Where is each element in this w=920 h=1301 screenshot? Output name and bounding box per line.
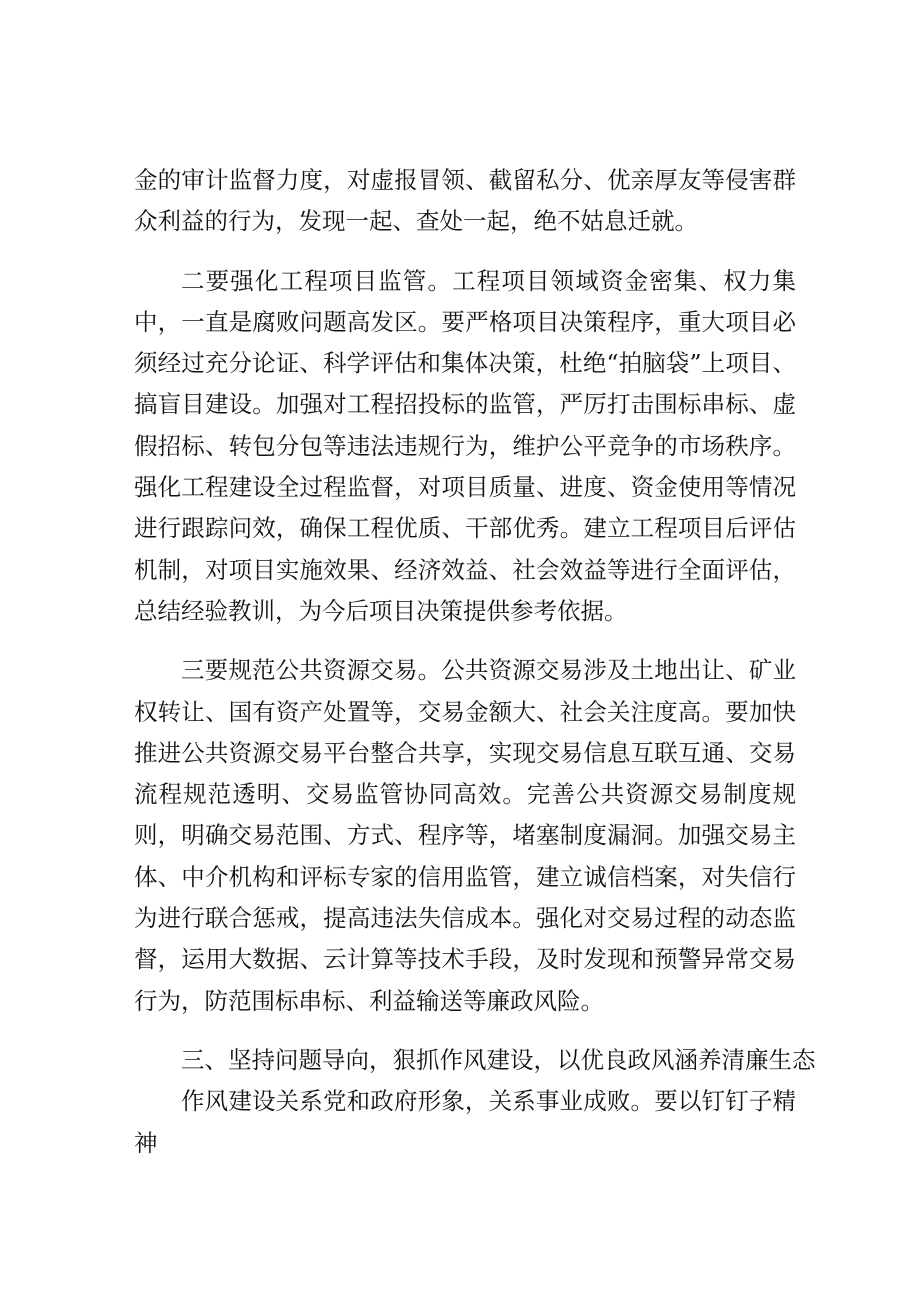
- paragraph-public-resources: 三要规范公共资源交易。公共资源交易涉及土地出让、矿业权转让、国有资产处置等，交易金额大、社会关注度高。要加快推进公共资源交易平台整合共享，实现交易信息互联互通、交易流程规范透明、交易监管协同高效。完善公共资源交易制度规则，明确交易范围、方式、程序等，堵塞制度漏洞。加强交易主体、中介机构和评标专家的信用监管，建立诚信档案，对失信行为进行联合惩戒，提高违法失信成本。强化对交易过程的动态监督，运用大数据、云计算等技术手段，及时发现和预警异常交易行为，防范围标串标、利益输送等廉政风险。: [134, 656, 796, 1015]
- paragraph-work-style: 作风建设关系党和政府形象，关系事业成败。要以钉钉子精神: [134, 1087, 796, 1157]
- paragraph-engineering-projects: 二要强化工程项目监管。工程项目领域资金密集、权力集中，一直是腐败问题高发区。要严格项目决策程序，重大项目必须经过充分论证、科学评估和集体决策，杜绝“拍脑袋”上项目、搞盲目建设。加强对工程招投标的监管，严厉打击围标串标、虚假招标、转包分包等违法违规行为，维护公平竞争的市场秩序。强化工程建设全过程监督，对项目质量、进度、资金使用等情况进行跟踪问效，确保工程优质、干部优秀。建立工程项目后评估机制，对项目实施效果、经济效益、社会效益等进行全面评估，总结经验教训，为今后项目决策提供参考依据。: [134, 266, 796, 625]
- paragraph-continued: 金的审计监督力度，对虚报冒领、截留私分、优亲厚友等侵害群众利益的行为，发现一起、查处一起，绝不姑息迁就。: [134, 166, 796, 236]
- document-body: [134, 160, 816, 1164]
- section-heading: 三、坚持问题导向，狠抓作风建设，以优良政风涵养清廉生态: [181, 1045, 816, 1074]
